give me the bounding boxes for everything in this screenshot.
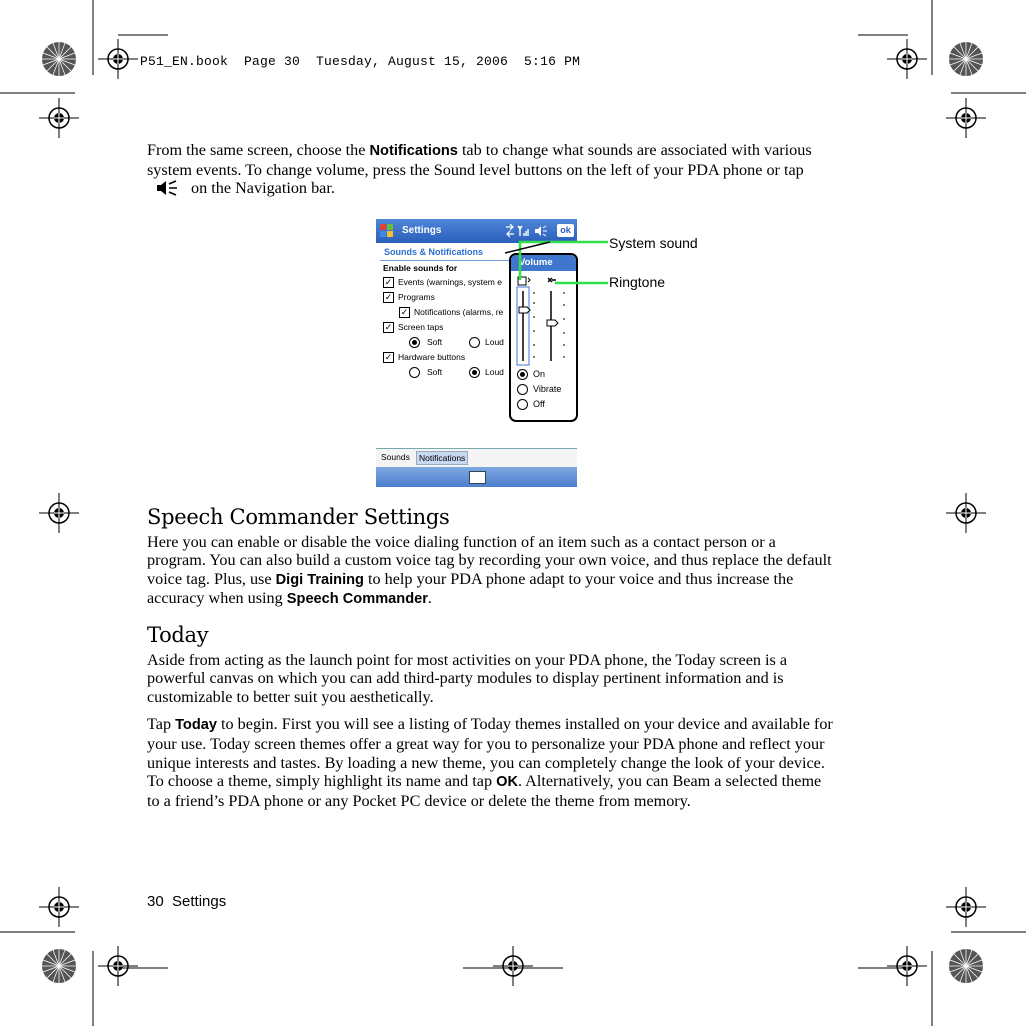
screen-taps-soft-radio[interactable] xyxy=(409,337,420,348)
tab-notifications[interactable]: Notifications xyxy=(416,451,468,465)
notifications-label: Notifications (alarms, re xyxy=(414,307,504,317)
input-panel-bar xyxy=(376,467,577,487)
speaker-icon xyxy=(155,180,179,196)
hardware-buttons-label: Hardware buttons xyxy=(398,352,466,362)
notifications-checkbox[interactable]: ✓ xyxy=(400,307,409,317)
keyboard-icon[interactable] xyxy=(469,471,486,484)
ringtone-callout: Ringtone xyxy=(609,274,666,290)
hardware-soft-label: Soft xyxy=(427,367,443,377)
today-paragraph-1: Aside from acting as the launch point for most activities on your PDA phone, the Today screen is a powerful canvas on which you can add third-party modules to display pertinent information and is customizable to better suit you aesthetically. xyxy=(147,650,788,706)
speech-section xyxy=(147,505,837,609)
today-section xyxy=(147,623,837,810)
screen-taps-checkbox[interactable]: ✓ xyxy=(384,322,393,332)
speech-paragraph: Here you can enable or disable the voice dialing function of an item such as a contact person or a program. You can also build a custom voice tag by recording your own voice, and thus replace the default voice tag. Plus, use Digi Training to help your PDA phone adapt to your voice and thus increase the accuracy when using Speech Commander. xyxy=(147,532,832,608)
hardware-buttons-checkbox[interactable]: ✓ xyxy=(384,352,393,362)
page-footer: 30 Settings xyxy=(147,893,227,910)
volume-off-label: Off xyxy=(533,399,545,409)
volume-on-radio[interactable] xyxy=(517,369,528,380)
speech-heading: Speech Commander Settings xyxy=(147,505,450,529)
today-paragraph-2: Tap Today to begin. First you will see a listing of Today themes installed on your device and available for your use. Today screen themes offer a great way for you to personalize your PDA phone and reflect your unique interests and tastes. By loading a new theme, you can completely change the look of your device. To choose a theme, simply highlight its name and tap OK. Alternatively, you can Beam a selected theme to a friend’s PDA phone or any Pocket PC device or delete the theme from memory. xyxy=(147,715,833,810)
section-title: Sounds & Notifications xyxy=(384,247,483,257)
ok-button[interactable]: ok xyxy=(557,224,574,237)
hardware-loud-label: Loud xyxy=(485,367,504,377)
volume-title-bar: Volume xyxy=(511,255,576,271)
window-title: Settings xyxy=(402,225,442,236)
screen-taps-loud-label: Loud xyxy=(485,337,504,347)
today-heading: Today xyxy=(147,623,209,647)
hardware-soft-radio[interactable] xyxy=(409,367,420,378)
tab-sounds[interactable]: Sounds xyxy=(381,452,410,462)
screen-taps-loud-radio[interactable] xyxy=(469,337,480,348)
volume-vibrate-label: Vibrate xyxy=(533,384,562,394)
callout-lines xyxy=(500,225,615,295)
print-header: P51_EN.book Page 30 Tuesday, August 15, 2006 5:16 PM xyxy=(140,54,581,69)
windows-start-icon[interactable] xyxy=(378,222,396,240)
system-sound-callout: System sound xyxy=(609,235,698,251)
events-label: Events (warnings, system e xyxy=(398,277,502,287)
hardware-loud-radio[interactable] xyxy=(469,367,480,378)
volume-on-label: On xyxy=(533,369,546,379)
screen-taps-soft-label: Soft xyxy=(427,337,443,347)
intro-paragraph: From the same screen, choose the Notifications tab to change what sounds are associated with various system events. To change volume, press the Sound level buttons on the left of your PDA phone or tap on the Navigation bar. xyxy=(147,141,812,198)
programs-checkbox[interactable]: ✓ xyxy=(384,292,393,302)
tab-strip xyxy=(376,448,577,467)
volume-vibrate-radio[interactable] xyxy=(517,384,528,395)
programs-label: Programs xyxy=(398,292,435,302)
volume-off-radio[interactable] xyxy=(517,399,528,410)
enable-label: Enable sounds for xyxy=(383,263,458,273)
screen-taps-label: Screen taps xyxy=(398,322,444,332)
events-checkbox[interactable]: ✓ xyxy=(384,277,393,287)
